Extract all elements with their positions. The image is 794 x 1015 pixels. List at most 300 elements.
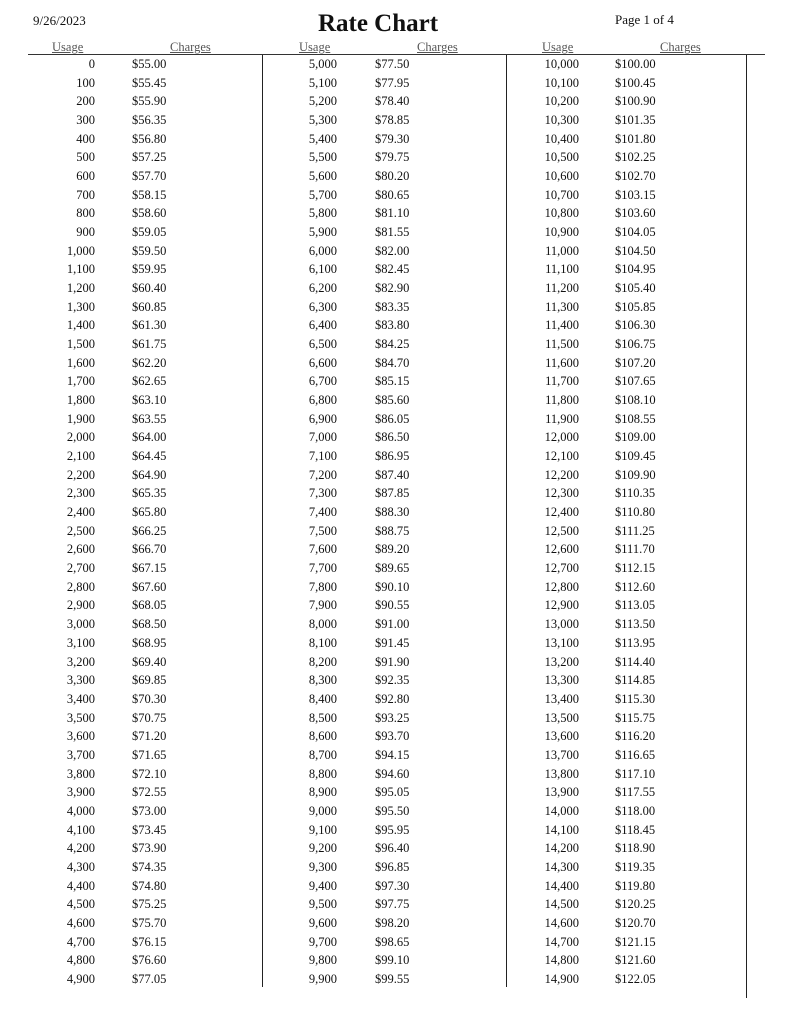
table-row [28, 469, 258, 488]
table-row [517, 95, 745, 114]
usage-value: 10,500 [544, 150, 579, 165]
usage-value: 11,500 [545, 337, 579, 352]
table-row [273, 693, 503, 712]
table-row [517, 301, 745, 320]
charge-value: $57.25 [132, 150, 167, 165]
usage-header-1: Usage [52, 40, 84, 54]
table-row [28, 133, 258, 152]
charge-value: $99.10 [375, 953, 410, 968]
table-row [273, 431, 503, 450]
table-row [28, 413, 258, 432]
table-row [28, 637, 258, 656]
usage-value: 8,700 [308, 747, 337, 762]
table-row [273, 133, 503, 152]
charge-value: $61.30 [132, 318, 167, 333]
charge-value: $100.45 [615, 75, 656, 90]
table-row [28, 58, 258, 77]
usage-value: 8,600 [308, 729, 337, 744]
charge-value: $106.75 [615, 337, 656, 352]
usage-value: 6,600 [308, 355, 337, 370]
table-row [273, 319, 503, 338]
charge-value: $59.95 [132, 262, 167, 277]
table-row [28, 394, 258, 413]
usage-value: 12,700 [544, 561, 579, 576]
usage-value: 6,100 [308, 262, 337, 277]
usage-value: 5,800 [308, 206, 337, 221]
usage-value: 6,400 [308, 318, 337, 333]
charge-value: $104.50 [615, 243, 656, 258]
table-row [517, 450, 745, 469]
usage-value: 2,500 [66, 523, 95, 538]
table-row [517, 245, 745, 264]
usage-value: 13,300 [544, 673, 579, 688]
usage-value: 600 [76, 169, 95, 184]
charge-value: $59.05 [132, 225, 167, 240]
charge-value: $102.70 [615, 169, 656, 184]
table-row [517, 506, 745, 525]
table-row [273, 450, 503, 469]
table-row [517, 898, 745, 917]
table-row [517, 824, 745, 843]
usage-value: 14,300 [544, 859, 579, 874]
charge-value: $93.25 [375, 710, 410, 725]
table-row [273, 954, 503, 973]
charge-value: $92.35 [375, 673, 410, 688]
charge-value: $113.05 [615, 598, 656, 613]
usage-value: 6,300 [308, 299, 337, 314]
charge-value: $91.45 [375, 635, 410, 650]
usage-value: 9,500 [308, 897, 337, 912]
usage-value: 3,700 [66, 747, 95, 762]
usage-value: 4,400 [66, 878, 95, 893]
charge-value: $79.75 [375, 150, 410, 165]
usage-value: 2,900 [66, 598, 95, 613]
table-row [28, 917, 258, 936]
usage-value: 7,600 [308, 542, 337, 557]
charge-value: $114.85 [615, 673, 656, 688]
table-row [517, 226, 745, 245]
usage-value: 9,300 [308, 859, 337, 874]
usage-value: 7,400 [308, 505, 337, 520]
table-row [28, 712, 258, 731]
table-row [273, 301, 503, 320]
usage-value: 13,700 [544, 747, 579, 762]
charge-value: $109.45 [615, 449, 656, 464]
table-row [273, 525, 503, 544]
charge-value: $95.50 [375, 803, 410, 818]
table-row [28, 599, 258, 618]
usage-value: 8,000 [308, 617, 337, 632]
usage-value: 6,000 [308, 243, 337, 258]
charge-value: $112.60 [615, 579, 656, 594]
charge-value: $119.35 [615, 859, 656, 874]
usage-value: 2,200 [66, 467, 95, 482]
table-row [517, 693, 745, 712]
charge-value: $119.80 [615, 878, 656, 893]
usage-value: 11,600 [545, 355, 579, 370]
table-row [28, 693, 258, 712]
charge-value: $78.85 [375, 113, 410, 128]
charge-value: $58.60 [132, 206, 167, 221]
usage-value: 7,900 [308, 598, 337, 613]
table-row [28, 973, 258, 992]
usage-value: 12,600 [544, 542, 579, 557]
table-row [273, 730, 503, 749]
table-row [517, 319, 745, 338]
usage-value: 4,200 [66, 841, 95, 856]
usage-value: 10,600 [544, 169, 579, 184]
table-row [28, 357, 258, 376]
usage-value: 7,500 [308, 523, 337, 538]
table-row [28, 245, 258, 264]
table-row [273, 469, 503, 488]
table-row [517, 469, 745, 488]
table-row [517, 674, 745, 693]
charge-value: $103.15 [615, 187, 656, 202]
charge-value: $115.75 [615, 710, 656, 725]
table-row [28, 525, 258, 544]
table-row [273, 245, 503, 264]
charge-value: $93.70 [375, 729, 410, 744]
table-row [517, 618, 745, 637]
usage-value: 12,900 [544, 598, 579, 613]
table-row [517, 581, 745, 600]
table-row [28, 375, 258, 394]
table-row [28, 506, 258, 525]
charge-value: $114.40 [615, 654, 656, 669]
table-row [517, 599, 745, 618]
table-row [28, 861, 258, 880]
usage-value: 14,700 [544, 934, 579, 949]
table-row [273, 95, 503, 114]
table-row [28, 319, 258, 338]
usage-value: 8,800 [308, 766, 337, 781]
charge-value: $80.20 [375, 169, 410, 184]
charge-value: $76.15 [132, 934, 167, 949]
usage-value: 14,400 [544, 878, 579, 893]
usage-value: 400 [76, 131, 95, 146]
table-row [28, 77, 258, 96]
table-row [28, 618, 258, 637]
table-row [273, 786, 503, 805]
table-row [273, 506, 503, 525]
usage-value: 8,200 [308, 654, 337, 669]
charge-value: $81.55 [375, 225, 410, 240]
charge-value: $66.25 [132, 523, 167, 538]
usage-value: 2,800 [66, 579, 95, 594]
usage-value: 9,900 [308, 971, 337, 986]
usage-value: 8,400 [308, 691, 337, 706]
usage-value: 5,100 [308, 75, 337, 90]
usage-value: 200 [76, 94, 95, 109]
charge-value: $99.55 [375, 971, 410, 986]
charge-value: $112.15 [615, 561, 656, 576]
table-row [517, 786, 745, 805]
charge-value: $97.75 [375, 897, 410, 912]
charge-value: $118.90 [615, 841, 656, 856]
table-row [273, 282, 503, 301]
usage-value: 9,100 [308, 822, 337, 837]
usage-value: 10,300 [544, 113, 579, 128]
usage-value: 5,600 [308, 169, 337, 184]
rate-column-3 [517, 58, 745, 992]
usage-value: 1,000 [66, 243, 95, 258]
usage-value: 12,300 [544, 486, 579, 501]
table-row [273, 656, 503, 675]
usage-value: 11,900 [545, 411, 579, 426]
table-row [517, 842, 745, 861]
usage-value: 14,000 [544, 803, 579, 818]
usage-value: 3,100 [66, 635, 95, 650]
charge-value: $104.05 [615, 225, 656, 240]
charge-value: $87.85 [375, 486, 410, 501]
usage-value: 5,400 [308, 131, 337, 146]
table-row [273, 487, 503, 506]
table-row [517, 637, 745, 656]
charge-value: $111.25 [615, 523, 655, 538]
charge-value: $90.10 [375, 579, 410, 594]
table-row [517, 375, 745, 394]
table-row [517, 768, 745, 787]
usage-value: 4,500 [66, 897, 95, 912]
usage-value: 14,200 [544, 841, 579, 856]
table-row [273, 114, 503, 133]
usage-value: 10,700 [544, 187, 579, 202]
usage-value: 10,000 [544, 57, 579, 71]
table-row [28, 768, 258, 787]
table-row [28, 880, 258, 899]
table-row [517, 805, 745, 824]
table-row [273, 151, 503, 170]
usage-value: 1,200 [66, 281, 95, 296]
charge-value: $63.10 [132, 393, 167, 408]
charge-value: $86.50 [375, 430, 410, 445]
usage-value: 1,500 [66, 337, 95, 352]
table-row [273, 936, 503, 955]
charge-value: $62.65 [132, 374, 167, 389]
table-row [273, 394, 503, 413]
charge-value: $118.00 [615, 803, 656, 818]
usage-value: 1,700 [66, 374, 95, 389]
table-row [517, 58, 745, 77]
charge-value: $68.50 [132, 617, 167, 632]
charge-value: $111.70 [615, 542, 655, 557]
charge-value: $110.80 [615, 505, 656, 520]
charge-value: $86.95 [375, 449, 410, 464]
usage-value: 14,900 [544, 971, 579, 986]
charge-value: $83.35 [375, 299, 410, 314]
table-row [517, 525, 745, 544]
usage-value: 10,800 [544, 206, 579, 221]
table-row [517, 263, 745, 282]
table-row [273, 712, 503, 731]
usage-value: 700 [76, 187, 95, 202]
usage-value: 11,200 [545, 281, 579, 296]
usage-value: 4,600 [66, 915, 95, 930]
table-row [28, 936, 258, 955]
charge-value: $70.75 [132, 710, 167, 725]
charge-value: $107.65 [615, 374, 656, 389]
usage-value: 3,600 [66, 729, 95, 744]
usage-value: 3,000 [66, 617, 95, 632]
usage-value: 4,300 [66, 859, 95, 874]
usage-value: 12,800 [544, 579, 579, 594]
charge-value: $64.90 [132, 467, 167, 482]
column-divider-3 [746, 55, 747, 998]
table-row [28, 114, 258, 133]
table-row [273, 842, 503, 861]
table-row [273, 674, 503, 693]
table-row [273, 917, 503, 936]
usage-value: 7,100 [308, 449, 337, 464]
usage-value: 13,500 [544, 710, 579, 725]
charge-value: $79.30 [375, 131, 410, 146]
table-row [28, 805, 258, 824]
charge-value: $108.55 [615, 411, 656, 426]
table-row [28, 749, 258, 768]
usage-value: 14,100 [544, 822, 579, 837]
table-row [517, 207, 745, 226]
charge-value: $64.45 [132, 449, 167, 464]
usage-value: 9,000 [308, 803, 337, 818]
table-row [28, 543, 258, 562]
usage-value: 8,900 [308, 785, 337, 800]
table-row [28, 450, 258, 469]
table-row [28, 842, 258, 861]
table-row [517, 431, 745, 450]
usage-value: 10,900 [544, 225, 579, 240]
charge-value: $75.25 [132, 897, 167, 912]
usage-value: 11,700 [545, 374, 579, 389]
usage-value: 3,500 [66, 710, 95, 725]
table-row [517, 338, 745, 357]
usage-value: 9,800 [308, 953, 337, 968]
usage-value: 4,900 [66, 971, 95, 986]
charge-value: $88.75 [375, 523, 410, 538]
charge-value: $118.45 [615, 822, 656, 837]
usage-value: 1,800 [66, 393, 95, 408]
table-row [28, 562, 258, 581]
charge-value: $122.05 [615, 971, 656, 986]
charge-value: $101.35 [615, 113, 656, 128]
table-row [517, 954, 745, 973]
usage-value: 2,400 [66, 505, 95, 520]
usage-value: 9,400 [308, 878, 337, 893]
charge-value: $67.15 [132, 561, 167, 576]
table-row [273, 338, 503, 357]
charge-value: $94.15 [375, 747, 410, 762]
table-row [28, 954, 258, 973]
usage-value: 6,200 [308, 281, 337, 296]
charge-value: $98.20 [375, 915, 410, 930]
table-row [28, 730, 258, 749]
usage-value: 7,200 [308, 467, 337, 482]
table-row [273, 58, 503, 77]
usage-value: 11,000 [545, 243, 579, 258]
usage-value: 10,100 [544, 75, 579, 90]
usage-value: 5,000 [308, 57, 337, 71]
table-row [28, 824, 258, 843]
usage-value: 100 [76, 75, 95, 90]
charge-value: $78.40 [375, 94, 410, 109]
table-row [273, 824, 503, 843]
usage-value: 5,300 [308, 113, 337, 128]
charge-value: $89.20 [375, 542, 410, 557]
table-row [273, 170, 503, 189]
table-row [28, 487, 258, 506]
usage-value: 6,700 [308, 374, 337, 389]
charge-value: $81.10 [375, 206, 410, 221]
usage-value: 6,500 [308, 337, 337, 352]
usage-value: 5,200 [308, 94, 337, 109]
usage-value: 900 [76, 225, 95, 240]
charge-value: $107.20 [615, 355, 656, 370]
usage-value: 3,400 [66, 691, 95, 706]
charge-value: $105.40 [615, 281, 656, 296]
usage-value: 3,900 [66, 785, 95, 800]
usage-value: 8,300 [308, 673, 337, 688]
table-row [273, 898, 503, 917]
charge-value: $76.60 [132, 953, 167, 968]
usage-value: 11,800 [545, 393, 579, 408]
usage-value: 8,100 [308, 635, 337, 650]
charge-value: $101.80 [615, 131, 656, 146]
table-row [273, 581, 503, 600]
table-row [273, 543, 503, 562]
charge-value: $110.35 [615, 486, 656, 501]
table-row [28, 226, 258, 245]
table-row [28, 282, 258, 301]
usage-value: 13,900 [544, 785, 579, 800]
charge-value: $86.05 [375, 411, 410, 426]
charge-value: $62.20 [132, 355, 167, 370]
charge-value: $87.40 [375, 467, 410, 482]
usage-value: 4,100 [66, 822, 95, 837]
table-row [28, 898, 258, 917]
table-row [517, 114, 745, 133]
table-row [273, 375, 503, 394]
charge-value: $89.65 [375, 561, 410, 576]
table-row [517, 487, 745, 506]
table-row [273, 413, 503, 432]
table-row [28, 263, 258, 282]
table-row [517, 413, 745, 432]
usage-value: 13,200 [544, 654, 579, 669]
charge-value: $66.70 [132, 542, 167, 557]
table-row [517, 189, 745, 208]
table-row [517, 562, 745, 581]
charge-value: $82.45 [375, 262, 410, 277]
charge-value: $113.50 [615, 617, 656, 632]
table-row [517, 861, 745, 880]
table-row [517, 880, 745, 899]
charge-value: $60.40 [132, 281, 167, 296]
table-row [517, 282, 745, 301]
table-row [28, 95, 258, 114]
charge-value: $95.95 [375, 822, 410, 837]
charge-value: $58.15 [132, 187, 167, 202]
charge-value: $71.20 [132, 729, 167, 744]
usage-value: 2,000 [66, 430, 95, 445]
usage-value: 1,100 [66, 262, 95, 277]
charge-value: $82.90 [375, 281, 410, 296]
table-row [517, 973, 745, 992]
column-divider-2 [506, 55, 507, 987]
usage-value: 2,600 [66, 542, 95, 557]
table-row [28, 431, 258, 450]
usage-value: 12,200 [544, 467, 579, 482]
charge-value: $106.30 [615, 318, 656, 333]
